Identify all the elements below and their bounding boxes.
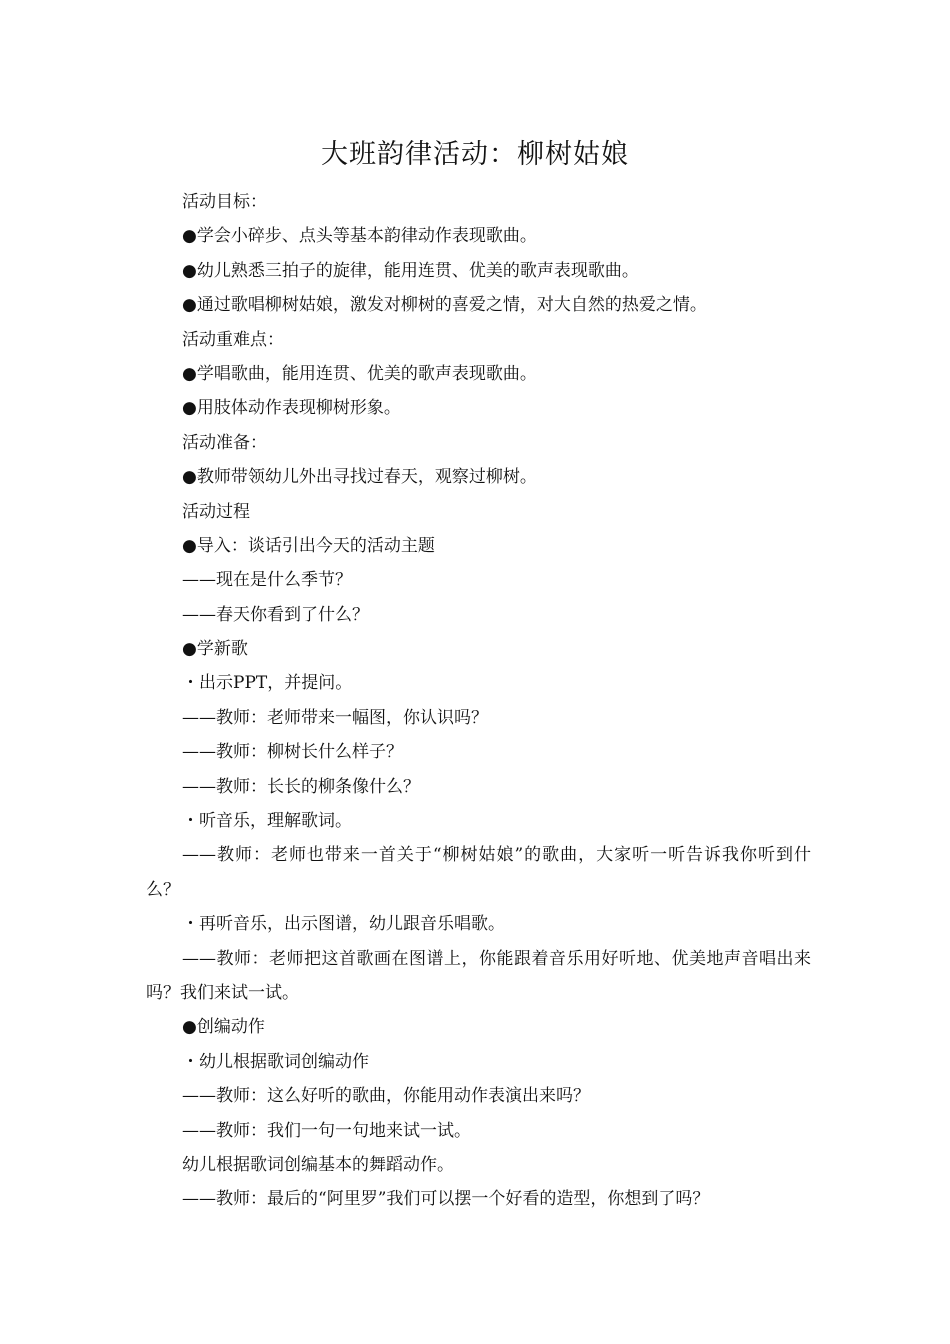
list-item: ●学新歌 [182, 639, 248, 660]
body-line: 幼儿根据歌词创编基本的舞蹈动作。 [182, 1155, 454, 1175]
list-item: ●导入：谈话引出今天的活动主题 [182, 535, 435, 556]
sub-item: ・听音乐，理解歌词。 [182, 811, 352, 832]
list-item: ●教师带领幼儿外出寻找过春天，观察过柳树。 [182, 467, 537, 488]
dialogue-paragraph: ——教师：老师把这首歌画在图谱上，你能跟着音乐用好听地、优美地声音唱出来吗？我们来试一试。 [146, 948, 811, 1004]
sub-item: ・再听音乐，出示图谱，幼儿跟音乐唱歌。 [182, 914, 505, 935]
section-heading-key-points: 活动重难点： [182, 329, 284, 350]
section-heading-process: 活动过程 [182, 501, 250, 522]
dialogue-line: ——现在是什么季节？ [182, 570, 352, 591]
list-item: ●学会小碎步、点头等基本韵律动作表现歌曲。 [182, 226, 537, 247]
sub-item: ・出示PPT，并提问。 [182, 673, 353, 694]
document-body [146, 185, 811, 1217]
document-title: 大班韵律活动：柳树姑娘 [321, 139, 629, 170]
list-item: ●用肢体动作表现柳树形象。 [182, 398, 401, 419]
sub-item: ・幼儿根据歌词创编动作 [182, 1051, 369, 1072]
dialogue-line: ——教师：最后的“阿里罗”我们可以摆一个好看的造型，你想到了吗？ [182, 1189, 710, 1210]
dialogue-line: ——教师：我们一句一句地来试一试。 [182, 1120, 471, 1141]
section-heading-goals: 活动目标： [182, 192, 267, 212]
dialogue-line: ——教师：长长的柳条像什么？ [182, 776, 420, 797]
list-item: ●通过歌唱柳树姑娘，激发对柳树的喜爱之情，对大自然的热爱之情。 [182, 295, 707, 316]
dialogue-line: ——教师：老师带来一幅图，你认识吗？ [182, 707, 488, 728]
dialogue-line: ——教师：这么好听的歌曲，你能用动作表演出来吗？ [182, 1086, 590, 1107]
list-item: ●幼儿熟悉三拍子的旋律，能用连贯、优美的歌声表现歌曲。 [182, 260, 639, 281]
dialogue-line: ——教师：柳树长什么样子？ [182, 742, 403, 763]
list-item: ●学唱歌曲，能用连贯、优美的歌声表现歌曲。 [182, 363, 537, 384]
list-item: ●创编动作 [182, 1017, 265, 1038]
section-heading-preparation: 活动准备： [182, 432, 267, 453]
dialogue-paragraph: ——教师：老师也带来一首关于“柳树姑娘”的歌曲，大家听一听告诉我你听到什么？ [146, 845, 811, 900]
dialogue-line: ——春天你看到了什么？ [182, 604, 369, 625]
